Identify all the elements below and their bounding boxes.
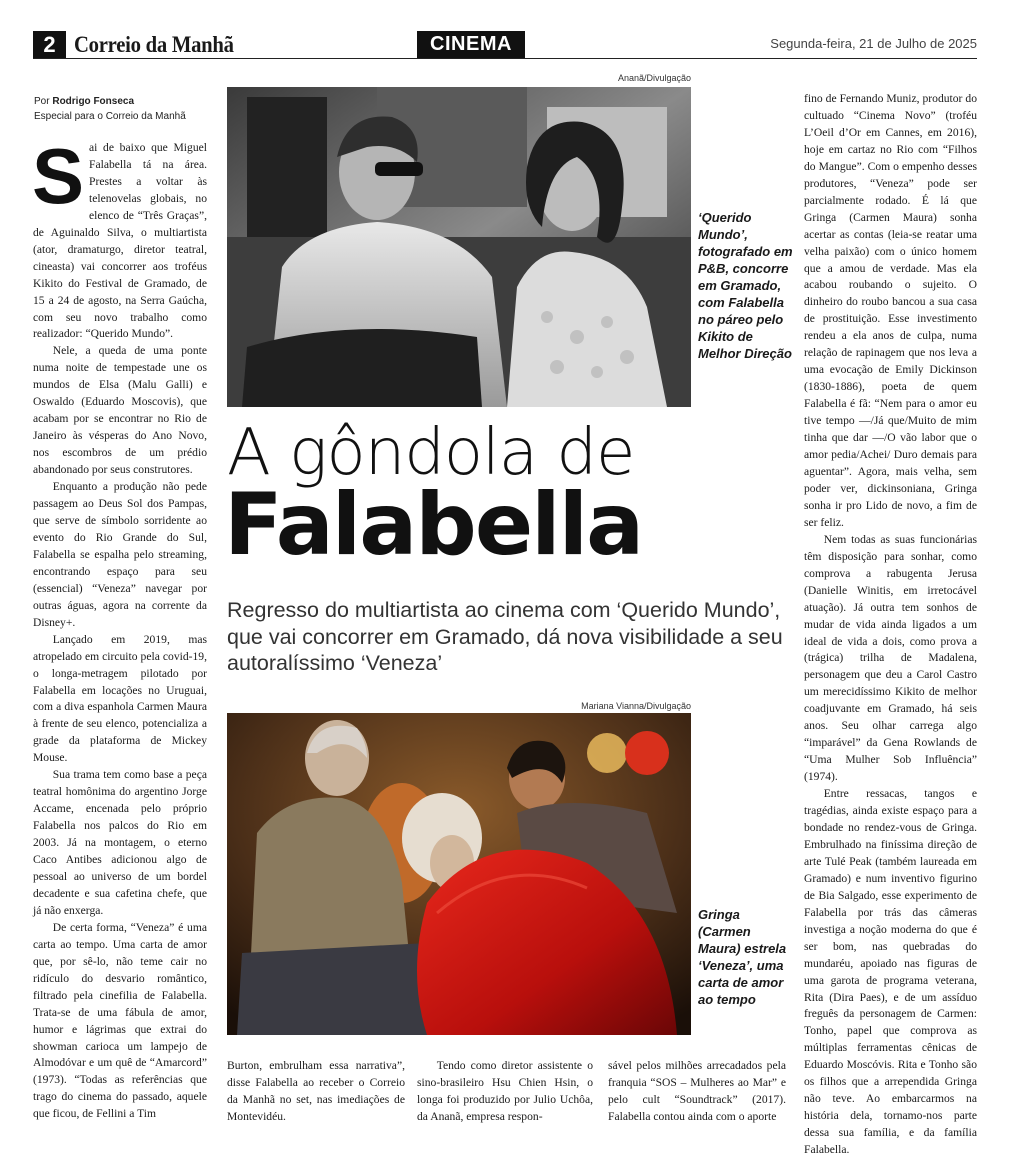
paragraph: De certa forma, “Veneza” é uma carta ao tempo. Uma carta de amor que, por sê-lo, não teme cair no ridículo do desvario romântico, filtrado pela cinefilia de Falabella. Trata-se de uma fábula de amor, humor e lágrimas que extrai do showman carioca um lampejo de Almodóvar e um quê de “Amarcord” (1973). “Todas as referências que trago do cinema do passado, aquele que ficou, de Fellini a Tim [33, 920, 207, 1121]
paragraph: sável pelos milhões arrecadados pela franquia “SOS – Mulheres ao Mar” e pelo cult “Soundtrack” (2017). Falabella contou ainda com o aporte [608, 1059, 786, 1123]
paragraph: Sua trama tem como base a peça teatral homônima do argentino Jorge Accame, encenada pelo próprio Falabella nos palcos do Rio em 2003. Já na montagem, o eterno Caco Antibes adicionou algo de pessoal ao universo de um bordel decadente e sua cafetina chefe, que já não enxerga. [33, 768, 207, 917]
photo-querido-mundo [227, 87, 691, 407]
paragraph: Enquanto a produção não pede passagem ao Deus Sol dos Pampas, que serve de símbolo sorridente ao evento do Rio Grande do Sul, Falabella se espalha pelo streaming, encontrando espaço para seu (essencial) “Veneza” navegar por outras águas, agora na corrente da Disney+. [33, 480, 207, 629]
dateline: Segunda-feira, 21 de Julho de 2025 [770, 36, 977, 51]
paragraph-text: ai de baixo que Miguel Falabella tá na área. Prestes a voltar às telenovelas globais, no elenco de “Três Graças”, de Aguinaldo Silva, o multiartista (ator, dramaturgo, diretor teatral, cineasta) vai concorrer aos troféus Kikito do Festival de Gramado, de 15 a 24 de agosto, na Serra Gaúcha, com seu novo trabalho como realizador: “Querido Mundo”. [33, 141, 207, 341]
article-column-1 [32, 132, 207, 1130]
byline-role: Especial para o Correio da Manhã [34, 111, 186, 122]
article-column-4 [608, 1058, 786, 1126]
byline-prefix: Por [34, 96, 50, 107]
photo-caption: ‘Querido Mundo’, fotografado em P&B, concorre em Gramado, com Falabella no páreo pelo Kikito de Melhor Direção [698, 210, 793, 361]
headline-line-1: A gôndola de [227, 416, 635, 490]
paragraph: Lançado em 2019, mas atropelado em circuito pela covid-19, o longa-metragem pilotado por Falabella em locações no Uruguai, com a diva espanhola Carmen Maura à frente de seu elenco, potencializa a grade da plataforma de Mickey Mouse. [33, 632, 207, 765]
article-column-3 [417, 1058, 593, 1126]
byline-author: Rodrigo Fonseca [52, 96, 135, 107]
paragraph: Nem todas as suas funcionárias têm disposição para sonhar, como comprova a rabugenta Jerusa (Danielle Winitis, em irretocável atuação). Já outra tem sonhos de mudar de vida ainda ligados a um ideal de vida a dois, como prova a (trágica) trilha de Madalena, personagem que deu a Carol Castro um merecidíssimo Kikito de melhor coadjuvante em Gramado, há seis anos. Seu olhar carrega algo “imparável” da Gena Rowlands de “Uma Mulher Sob Influência” (1974). [804, 532, 977, 784]
header-rule [33, 58, 977, 59]
photo-credit: Ananã/Divulgação [617, 73, 691, 83]
paragraph: Entre ressacas, tangos e tragédias, ainda existe espaço para a bondade no rendez-vous de Gringa. Embrulhado na finíssima direção de arte Tulé Peak (também laureada em Gramado) e num inventivo figurino de Bia Salgado, esse experimento de Falabella por trás das câmeras investiga a noção moderna do que é ser bom, nas quebradas do mundaréu, apoiado nas figuras de uma garota de programa veterana, Rita (Dira Paes), e de um assíduo freguês da personagem de Carmen: Tonho, papel que comprova as múltiplas ferramentas cênicas de Eduardo Moscóvis. Rita e Tonho são os filhos que a arrependida Gringa não teve. Ao embarcarmos na história dela, tornamo-nos parte dessa sua família, e da família Falabella. [804, 787, 977, 1157]
headline-line-2: Falabella [224, 475, 643, 575]
photo-veneza [227, 713, 691, 1035]
paragraph: fino de Fernando Muniz, produtor do cultuado “Cinema Novo” (troféu L’Oeil d’Or em Cannes, em 2016), hoje em cartaz no Rio com “Filhos do Mangue”. Com o empenho desses produtores, “Veneza” pode ser parcialmente rodado. É lá que Gringa (Carmen Maura) sonha acertar as contas (leia-se reatar uma velha paixão) com o único homem que a amou de verdade. Mas ela acabou roubando o sujeito. O dinheiro do roubo bancou a sua casa de prostituição. Esse investimento rendeu a ela anos de culpa, numa relação de rapinagem que nos leva a uma evocação de Emily Dickinson (1830-1886), poeta de quem Falabella é fã: “Nem para o amor eu tive tempo —/Já que/Muito de mim tinha que dar —/O vão labor que o amor pedia/Achei/ Duro demais para aguentar”. Agora, mais velha, sem poder ver, dickinsoniana, Gringa sonha ir pro Lido de novo, a fim de ser feliz. [804, 92, 977, 529]
section-label: CINEMA [417, 31, 525, 58]
photo-credit: Mariana Vianna/Divulgação [581, 701, 691, 711]
paragraph: Nele, a queda de uma ponte numa noite de tempestade une os mundos de Elsa (Malu Galli) e Oswaldo (Eduardo Moscovis), que acabam por se encontrar no Rio de Janeiro às vésperas do Ano Novo, nos escombros de um prédio abandonado por seus construtores. [33, 344, 207, 477]
photo-caption: Gringa (Carmen Maura) estrela ‘Veneza’, uma carta de amor ao tempo [698, 907, 787, 1007]
article-column-5 [804, 91, 977, 1157]
byline [34, 94, 234, 124]
photo-illustration [227, 87, 691, 407]
article-column-2 [227, 1058, 405, 1126]
photo-illustration [227, 713, 691, 1035]
deck: Regresso do multiartista ao cinema com ‘Querido Mundo’, que vai concorrer em Gramado, dá nova visibilidade a seu autoralíssimo ‘Veneza’ [227, 598, 783, 675]
drop-cap: S [32, 132, 85, 220]
page-number: 2 [33, 31, 66, 58]
paragraph: Tendo como diretor assistente o sino-brasileiro Hsu Chien Hsin, o longa foi produzido por Julio Uchôa, da Ananã, empresa respon- [417, 1059, 593, 1123]
masthead: Correio da Manhã [74, 32, 234, 57]
paragraph: Burton, embrulham essa narrativa”, disse Falabella ao receber o Correio da Manhã no set, nas imediações de Montevidéu. [227, 1059, 405, 1123]
paragraph [32, 132, 207, 343]
